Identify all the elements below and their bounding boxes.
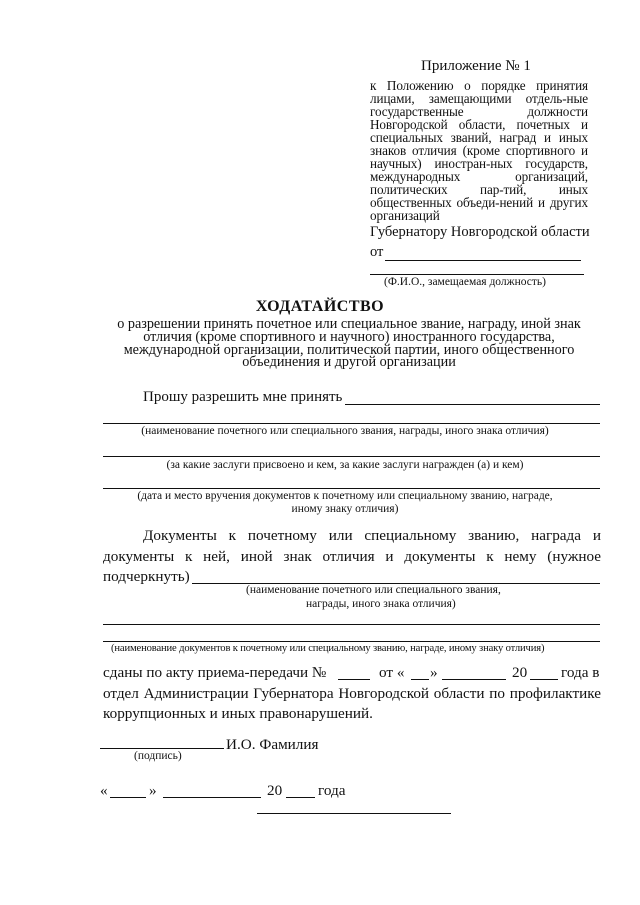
appendix-title: Приложение № 1 — [421, 58, 531, 74]
signature-field[interactable] — [100, 748, 224, 749]
date-month-field[interactable] — [163, 797, 261, 798]
signature-caption: (подпись) — [134, 750, 182, 762]
act-number-field[interactable] — [338, 679, 370, 680]
appendix-reference: к Положению о порядке принятия лицами, замещающими отдель-ные государственные должности Новгородской области, почетных и специальных званий, наград и иных знаков отличия (кроме спортивного и научных) иностран-ных государств, международных организаций, политических пар-тий, иных общественных объеди-нений и других организаций — [370, 78, 588, 223]
name-caption: (Ф.И.О., замещаемая должность) — [384, 276, 546, 288]
handover-text-c: » — [430, 664, 438, 681]
handover-text-a: сданы по акту приема-передачи № — [103, 664, 327, 681]
position-field[interactable] — [370, 274, 584, 275]
date-close-quote: » — [149, 782, 157, 799]
document-title: ХОДАТАЙСТВО — [255, 298, 385, 315]
request-text: Прошу разрешить мне принять — [143, 389, 343, 405]
documents-list-field[interactable] — [103, 624, 600, 625]
date-day-field[interactable] — [110, 797, 146, 798]
signature-name: И.О. Фамилия — [226, 736, 319, 753]
handover-line-3: коррупционных и иных правонарушений. — [103, 705, 373, 722]
award-name-field-2[interactable] — [103, 423, 600, 424]
handover-line-2: отдел Администрации Губернатора Новгородской области по профилактике — [103, 685, 601, 702]
merits-caption: (за какие заслуги присвоено и кем, за какие заслуги награжден (а) и кем) — [166, 459, 524, 471]
act-month-field[interactable] — [442, 679, 506, 680]
documents-caption-1: (наименование почетного или специального звания, — [246, 584, 501, 596]
bottom-line — [257, 813, 451, 814]
from-label: от — [370, 244, 384, 260]
date-place-field[interactable] — [103, 488, 600, 489]
documents-line-2: документы к ней, иной знак отличия и документы к нему (нужное — [103, 548, 601, 565]
documents-line-3: подчеркнуть) — [103, 568, 190, 585]
award-name-caption: (наименование почетного или специального звания, награды, иного знака отличия) — [141, 425, 549, 437]
documents-line-1: Документы к почетному или специальному званию, награда и — [143, 527, 601, 544]
date-place-caption-2: иному знаку отличия) — [291, 503, 399, 515]
documents-list-field-2[interactable] — [103, 641, 600, 642]
act-day-field[interactable] — [411, 679, 429, 680]
document-subtitle: о разрешении принять почетное или специальное звание, награду, иной знак отличия (кроме спортивного и научного) иностранного государства, международной организации, политической партии, иного общественного объединения и другой организации — [117, 316, 581, 371]
date-open-quote: « — [100, 782, 108, 799]
award-name-field[interactable] — [345, 404, 600, 405]
addressee-governor: Губернатору Новгородской области — [370, 224, 590, 240]
documents-caption-1b: награды, иного знака отличия) — [306, 598, 456, 610]
merits-field[interactable] — [103, 456, 600, 457]
date-place-caption: (дата и место вручения документов к почетному или специальному званию, награде, — [137, 490, 553, 502]
from-name-field[interactable] — [385, 260, 581, 261]
date-year-prefix: 20 — [267, 782, 283, 799]
handover-text-d: 20 — [512, 664, 528, 681]
date-year-field[interactable] — [286, 797, 315, 798]
handover-text-b: от « — [379, 664, 405, 681]
date-year-suffix: года — [318, 782, 346, 799]
act-year-field[interactable] — [530, 679, 558, 680]
documents-caption-2: (наименование документов к почетному или специальному званию, награде, иному знаку отличия) — [111, 643, 545, 654]
handover-text-e: года в — [561, 664, 600, 681]
